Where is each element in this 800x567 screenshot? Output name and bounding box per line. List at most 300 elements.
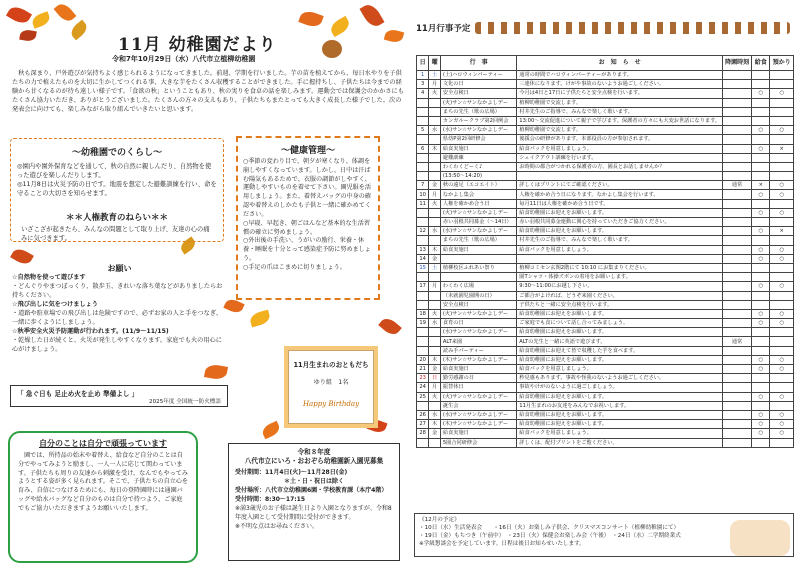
enrollment-line: ※不明な点はお尋ねください。 [235, 523, 319, 531]
row-lunch [752, 337, 770, 346]
table-row [417, 328, 794, 337]
row-event: わくわく広場 [440, 282, 516, 291]
row-weekday: 月 [429, 383, 441, 392]
leaf-icon [54, 1, 77, 25]
row-childcare: ○ [770, 126, 794, 135]
row-notice: 後援会の研修があります。本部役員の方が参加されます。 [517, 135, 723, 144]
leaf-icon [378, 315, 402, 338]
row-notice: 秒見感もあります。事故や怪我のないようお過ごしください。 [517, 374, 723, 383]
row-childcare [770, 116, 794, 125]
row-day [417, 328, 429, 337]
row-lunch: × [752, 181, 770, 190]
row-lunch [752, 71, 770, 80]
row-day: 3 [417, 80, 429, 89]
row-lunch [752, 346, 770, 355]
health-item: ○外出後の手洗い、うがいの励行、栄養・休養・睡眠を十分とって感染症予防に努めましょう。 [243, 237, 371, 263]
squirrel-icon [322, 40, 342, 58]
row-event: 安全点検日 [440, 89, 516, 98]
row-lunch [752, 199, 770, 208]
table-row [417, 392, 794, 401]
row-weekday: 木 [429, 144, 441, 153]
leaf-icon [6, 3, 32, 26]
row-day: 14 [417, 254, 429, 263]
row-weekday: 金 [429, 429, 441, 438]
row-lunch: ○ [752, 429, 770, 438]
row-childcare [770, 374, 794, 383]
row-event: 避難訓練 [440, 153, 516, 162]
row-notice: 給食幼稚園にお迎えをお願いします。 [517, 392, 723, 401]
row-day [417, 273, 429, 282]
row-dismissal [723, 126, 752, 135]
row-dismissal [723, 374, 752, 383]
table-row [417, 190, 794, 199]
row-lunch: ○ [752, 365, 770, 374]
row-weekday [429, 438, 441, 447]
row-event: 読み手パーティー [440, 346, 516, 355]
row-lunch: ○ [752, 144, 770, 153]
row-lunch: ○ [752, 227, 770, 236]
table-row [417, 162, 794, 171]
row-dismissal [723, 245, 752, 254]
row-lunch: ○ [752, 420, 770, 429]
row-lunch: ○ [752, 392, 770, 401]
col-childcare: 預かり [770, 56, 794, 71]
row-lunch [752, 328, 770, 337]
row-day [417, 116, 429, 125]
row-childcare: ○ [770, 282, 794, 291]
page-title: 11月 幼稚園だより [118, 35, 277, 55]
human-rights-body: いざこざが起きたら、みんなの問題として取り上げ、友達の心の痛みに気づきます。 [21, 225, 210, 242]
row-notice: 三連休になります。けがや事故のないようお過ごしください。 [517, 80, 723, 89]
row-weekday [429, 401, 441, 410]
row-childcare: ○ [770, 410, 794, 419]
row-day [417, 218, 429, 227]
row-event: (火)サン☆サンなかよしデー [440, 309, 516, 318]
row-dismissal [723, 401, 752, 410]
health-management-title: ～健康管理～ [280, 146, 335, 156]
row-dismissal [723, 273, 752, 282]
table-row [417, 89, 794, 98]
row-event: (水)サン☆サンなかよしデー [440, 227, 516, 236]
row-weekday: 水 [429, 319, 441, 328]
row-notice: ご都合がよければ、どうぞ来園ください。 [517, 291, 723, 300]
row-lunch: ○ [752, 245, 770, 254]
row-weekday [429, 153, 441, 162]
row-event: (土)ハロウィンパーティー [440, 71, 516, 80]
row-day: 26 [417, 410, 429, 419]
table-row [417, 337, 794, 346]
row-day: 25 [417, 392, 429, 401]
row-weekday: 水 [429, 410, 441, 419]
row-event: カンガルークラブ第2回例会 [440, 116, 516, 125]
row-day [417, 135, 429, 144]
happy-birthday-text: Happy Birthday [302, 400, 360, 408]
row-lunch: ○ [752, 254, 770, 263]
row-dismissal [723, 263, 752, 272]
row-day [417, 300, 429, 309]
row-childcare [770, 153, 794, 162]
row-event: (木)サン☆サンなかよしデー [440, 420, 516, 429]
row-weekday [429, 236, 441, 245]
row-notice: 給食幼稚園にお迎えをお願いします。 [517, 309, 723, 318]
leaf-icon [328, 16, 352, 37]
row-weekday: 木 [429, 420, 441, 429]
row-day: 1 [417, 71, 429, 80]
acorn-row [475, 22, 790, 34]
col-event: 行 事 [440, 56, 516, 71]
table-row [417, 401, 794, 410]
row-childcare: ○ [770, 89, 794, 98]
birthday-title: 11月生まれのおともだち [293, 361, 369, 369]
row-weekday: 金 [429, 254, 441, 263]
row-event: 赤い羽根共同募金（～14日） [440, 218, 516, 227]
row-weekday [429, 116, 441, 125]
schedule-title: 11月行事予定 [416, 24, 471, 34]
row-childcare [770, 300, 794, 309]
row-childcare: ○ [770, 365, 794, 374]
row-dismissal [723, 309, 752, 318]
row-weekday: 火 [429, 309, 441, 318]
fire-prevention-slogan [10, 385, 228, 407]
leaf-icon [68, 20, 90, 41]
row-event: (火)サン☆サンなかよしデー [440, 208, 516, 217]
row-dismissal [723, 319, 752, 328]
slogan-text: 「 急ぐ日も 足止め火を止め 準備よし 」 [17, 390, 139, 398]
request-item: ☆秋季安全火災予防運動が行われます。(11/9～11/15) [12, 327, 169, 335]
self-reliance-body: 園では、所持品の始末や着替え、給食など自分のことは自分でやってみようと励まし、一人一人に応じて関わっています。子供たちも周りの友達から刺激を受け、なんでもやってみようとする姿が多く見られます。そこで、子供たちの自立心を育み、自信につなげるためにも、毎日の登降園時には通園バッグや給水バッグなど自分のものは自分で持つよう、ご家庭でもご協力いただきますようお願いいたします。 [18, 452, 189, 512]
row-dismissal [723, 153, 752, 162]
request-item: ☆自然物を使って遊びます [12, 274, 86, 281]
row-event: 誕生会 [440, 401, 516, 410]
december-notes [414, 513, 794, 557]
row-day: 19 [417, 319, 429, 328]
row-lunch: ○ [752, 208, 770, 217]
enrollment-line: 受付場所：八代市立幼稚園6園・学校教育課（本庁4階） [235, 487, 388, 495]
row-day: 24 [417, 383, 429, 392]
row-weekday [429, 273, 441, 282]
row-day [417, 107, 429, 116]
row-childcare [770, 236, 794, 245]
row-childcare [770, 346, 794, 355]
human-rights-title: ＊＊人権教育のねらい＊＊ [65, 212, 168, 223]
row-event: (水)サン☆サンなかよしデー [440, 410, 516, 419]
row-event: 給食実施日 [440, 245, 516, 254]
row-lunch [752, 107, 770, 116]
table-row [417, 153, 794, 162]
table-row [417, 355, 794, 364]
row-weekday: 木 [429, 245, 441, 254]
row-dismissal [723, 218, 752, 227]
row-day: 6 [417, 144, 429, 153]
row-dismissal [723, 438, 752, 447]
row-lunch [752, 162, 770, 171]
row-event [440, 273, 516, 282]
row-weekday [429, 291, 441, 300]
row-childcare [770, 218, 794, 227]
row-dismissal [723, 236, 752, 245]
row-dismissal [723, 392, 752, 401]
row-lunch: ○ [752, 190, 770, 199]
row-weekday: 火 [429, 89, 441, 98]
row-event: 給食実施日 [440, 144, 516, 153]
row-childcare [770, 199, 794, 208]
request-item: ☆飛び出しに気をつけましょう [12, 300, 98, 308]
row-event: なかよし集会 [440, 190, 516, 199]
row-event: 県幼P第2回研修会 [440, 135, 516, 144]
row-event: 秋の遠足（エコエイト） [440, 181, 516, 190]
row-dismissal [723, 89, 752, 98]
row-childcare [770, 291, 794, 300]
row-lunch: ○ [752, 126, 770, 135]
table-row [417, 282, 794, 291]
row-weekday: 火 [429, 199, 441, 208]
row-childcare: ○ [770, 319, 794, 328]
row-lunch [752, 80, 770, 89]
leaf-icon [360, 1, 385, 29]
enrollment-notice [228, 443, 400, 561]
row-event: まちの先生（歌の広場） [440, 236, 516, 245]
row-day [417, 337, 429, 346]
table-row [417, 410, 794, 419]
row-event: 給食実施日 [440, 365, 516, 374]
row-dismissal [723, 291, 752, 300]
row-lunch: ○ [752, 309, 770, 318]
row-lunch [752, 98, 770, 107]
table-row [417, 181, 794, 190]
row-day [417, 401, 429, 410]
row-weekday: 火 [429, 392, 441, 401]
row-event: (水)サン☆サンなかよしデー [440, 126, 516, 135]
row-childcare [770, 273, 794, 282]
row-childcare: ○ [770, 392, 794, 401]
row-dismissal: 通常 [723, 337, 752, 346]
enrollment-line: ＊土・日・祝日は除く [283, 478, 344, 486]
row-notice: 植柳コミセン玄関2階にて 10:10 にお集まりください。 [517, 263, 723, 272]
row-notice: 給食幼稚園にお迎えて皆で収穫した芋を食べます。 [517, 346, 723, 355]
row-day: 15 [417, 263, 429, 272]
request-item: ・乾燥した日が続くと、火災が発生しやすくなります。家庭でも火の用心に心がけましょう。 [12, 336, 222, 353]
row-childcare: ○ [770, 420, 794, 429]
row-lunch [752, 383, 770, 392]
row-childcare: ○ [770, 245, 794, 254]
health-item: ○早寝、早起き、朝ごはんなど基本的な生活習慣の確立に努めましょう。 [243, 219, 370, 236]
table-row [417, 245, 794, 254]
issue-date: 令和7年10月29日（水）八代市立植柳幼稚園 [112, 55, 256, 63]
row-day: 27 [417, 420, 429, 429]
row-weekday [429, 328, 441, 337]
row-notice: 詳しくは、配付プリントをご覧ください。 [517, 438, 723, 447]
row-lunch [752, 291, 770, 300]
health-management-box [236, 136, 380, 300]
row-dismissal [723, 328, 752, 337]
row-dismissal [723, 300, 752, 309]
table-row [417, 309, 794, 318]
row-childcare [770, 98, 794, 107]
row-childcare: ○ [770, 254, 794, 263]
row-weekday: 水 [429, 126, 441, 135]
notes-line: ・10日（水）生活発表会 ・16日（火）お楽しみ子供会、クリスマスコンサート（植柳幼稚園にて） [419, 525, 680, 532]
slogan-source: 2025年度 全国統一防火標語 [149, 399, 221, 405]
leaf-icon [298, 9, 323, 30]
health-item: ○手足の爪はこまめに切りましょう。 [243, 263, 346, 271]
row-lunch [752, 263, 770, 272]
row-event: (火)サン☆サンなかよしデー [440, 392, 516, 401]
row-day [417, 98, 429, 107]
row-lunch [752, 438, 770, 447]
row-event: （未就園児園開の日） [440, 291, 516, 300]
row-dismissal [723, 227, 752, 236]
row-notice: 事故やけがのないように過ごしましょう。 [517, 383, 723, 392]
row-weekday: 土 [429, 71, 441, 80]
row-notice: 村井先生のご指導で、みんなで楽しく歌います。 [517, 107, 723, 116]
row-day: 13 [417, 245, 429, 254]
row-day [417, 153, 429, 162]
notes-line: ・19日（金）もちつき（午前中） ・23日（火）保健会お楽しみ会（午後） ・24日（水）二学期終業式 [419, 533, 681, 540]
row-lunch: ○ [752, 282, 770, 291]
table-row [417, 208, 794, 217]
table-row [417, 346, 794, 355]
requests-section [12, 263, 227, 355]
row-event: (13:50～14:20) [440, 172, 516, 181]
table-row [417, 365, 794, 374]
row-childcare: ○ [770, 429, 794, 438]
row-dismissal [723, 71, 752, 80]
row-dismissal [723, 116, 752, 125]
row-event: 植柳校区ふれあい祭り [440, 263, 516, 272]
row-notice: 人権を確かめ合う日になります。なかよし集会を行います。 [517, 190, 723, 199]
row-weekday: 月 [429, 190, 441, 199]
row-dismissal [723, 365, 752, 374]
table-row [417, 291, 794, 300]
row-lunch: ○ [752, 89, 770, 98]
row-notice: 給食パックを用意しましょう。 [517, 245, 723, 254]
row-childcare: × [770, 227, 794, 236]
row-dismissal [723, 429, 752, 438]
row-childcare [770, 263, 794, 272]
row-notice: ご家庭でも食について話し合ってみましょう。 [517, 319, 723, 328]
row-notice: 子供たちと一緒に安全点検を行います。 [517, 300, 723, 309]
row-childcare [770, 107, 794, 116]
row-childcare: × [770, 144, 794, 153]
row-event: 文化の日 [440, 80, 516, 89]
row-notice: シェイクアウト訓練を行います。 [517, 153, 723, 162]
row-notice: 村井先生のご指導で、みんなで楽しく歌います。 [517, 236, 723, 245]
row-weekday: 土 [429, 263, 441, 272]
row-weekday [429, 218, 441, 227]
row-childcare [770, 80, 794, 89]
table-row [417, 116, 794, 125]
col-weekday: 曜 [429, 56, 441, 71]
table-row [417, 126, 794, 135]
row-day [417, 438, 429, 447]
leaf-icon [19, 29, 37, 43]
row-weekday [429, 98, 441, 107]
row-notice: 給食幼稚園にお迎えをお願いします。 [517, 227, 723, 236]
row-day: 12 [417, 227, 429, 236]
row-notice: 13:00～交流促進について親子で学びます。保護者の方々にも大変お世話になります。 [517, 116, 723, 125]
row-event [440, 254, 516, 263]
row-childcare: ○ [770, 190, 794, 199]
row-event: 勤労感謝の日 [440, 374, 516, 383]
human-rights-aim [11, 211, 223, 245]
row-weekday: 水 [429, 227, 441, 236]
table-row [417, 273, 794, 282]
row-lunch: ○ [752, 319, 770, 328]
row-lunch [752, 172, 770, 181]
row-childcare [770, 328, 794, 337]
row-lunch [752, 401, 770, 410]
col-lunch: 給食 [752, 56, 770, 71]
table-row [417, 438, 794, 447]
table-row [417, 107, 794, 116]
row-notice [517, 254, 723, 263]
row-event: まちの先生（歌の広場） [440, 107, 516, 116]
row-weekday [429, 346, 441, 355]
table-row [417, 374, 794, 383]
enrollment-title: 令和８年度 八代市立にいろ・おおぞら幼稚園新入園児募集 [244, 448, 384, 466]
table-row [417, 383, 794, 392]
row-weekday: 木 [429, 355, 441, 364]
row-day: 10 [417, 190, 429, 199]
row-weekday [429, 135, 441, 144]
row-weekday: 月 [429, 282, 441, 291]
leaf-icon [384, 28, 404, 44]
table-row [417, 429, 794, 438]
enrollment-line: 受付時間：8:30～17:15 [235, 496, 306, 504]
table-row [417, 236, 794, 245]
row-notice: 9:30～11:00にお越し下さい。 [517, 282, 723, 291]
row-childcare: ○ [770, 355, 794, 364]
row-notice: 今月は4日と17日に子供たちと安全点検を行います。 [517, 89, 723, 98]
row-weekday [429, 107, 441, 116]
row-day: 18 [417, 309, 429, 318]
requests-title: お願い [107, 264, 132, 273]
row-notice: 園Tシャツ・体操ズボンの着用をお願いします。 [517, 273, 723, 282]
col-dismissal: 降園時刻 [723, 56, 752, 71]
row-dismissal [723, 80, 752, 89]
row-childcare [770, 337, 794, 346]
row-childcare: ○ [770, 181, 794, 190]
row-day [417, 172, 429, 181]
row-notice: ALTの先生と一緒に英語で遊びます。 [517, 337, 723, 346]
leaf-icon [260, 421, 281, 439]
row-weekday [429, 300, 441, 309]
table-row [417, 80, 794, 89]
row-day: 23 [417, 374, 429, 383]
enrollment-line: 受付期間：11月4日(火)～11月28日(金) [235, 469, 348, 477]
kindergarten-life-title: ～幼稚園でのくらし～ [71, 148, 162, 158]
row-dismissal [723, 172, 752, 181]
row-childcare [770, 135, 794, 144]
table-row [417, 199, 794, 208]
row-notice: お時間の都合がつかれる保護者の方、園長とお話しませんか？ [517, 162, 723, 171]
row-event: ALT来園 [440, 337, 516, 346]
schedule-header-row [417, 56, 794, 71]
row-day: 28 [417, 429, 429, 438]
row-event: 食育の日 [440, 319, 516, 328]
col-day: 日 [417, 56, 429, 71]
row-lunch [752, 218, 770, 227]
row-lunch [752, 300, 770, 309]
row-childcare [770, 71, 794, 80]
row-event: 人権を確かめ合う日 [440, 199, 516, 208]
row-weekday: 月 [429, 80, 441, 89]
kindergarten-life-item: ◎園内や園外保育などを通して、秋の自然に親しんだり、自然物を使った遊びを楽しんだりします。 [17, 163, 212, 180]
request-item: ・どんぐりやまつぼっくり、散歩玉、きれいな落ち葉などがありましたらお持ちください。 [12, 282, 223, 299]
birthday-body: ゆり組 1名 [313, 379, 349, 386]
table-row [417, 172, 794, 181]
row-lunch: ○ [752, 410, 770, 419]
